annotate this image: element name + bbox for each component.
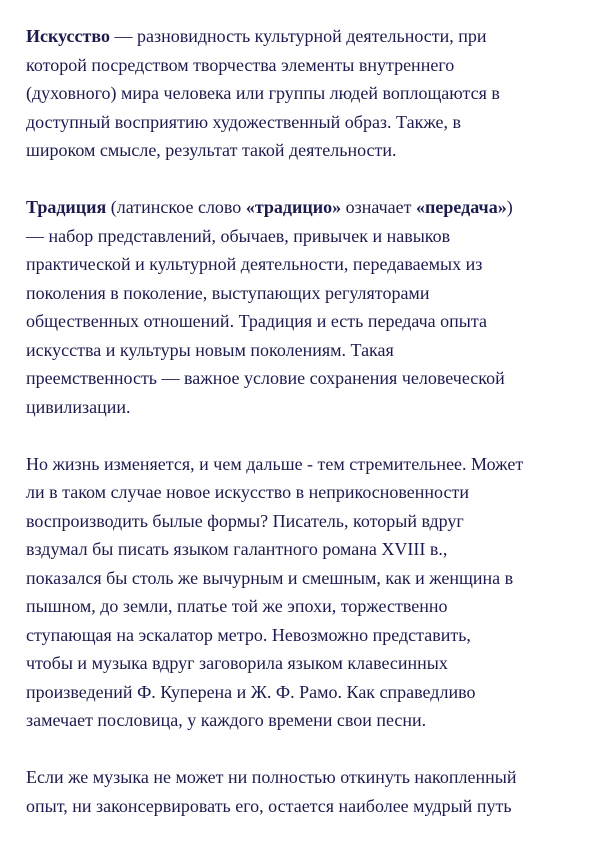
text-run: ли в таком случае новое искусство в неприкосновенности	[26, 482, 469, 502]
text-run: чтобы и музыка вдруг заговорила языком клавесинных	[26, 653, 448, 673]
text-line	[26, 763, 574, 792]
paragraph	[26, 193, 574, 421]
text-run: ступающая на эскалатор метро. Невозможно представить,	[26, 624, 471, 645]
text-run: преемственность — важное условие сохранения человеческой	[26, 368, 505, 388]
text-run: поколения в поколение, выступающих регуляторами	[26, 282, 430, 303]
text-run: Если же музыка не может ни полностью откинуть накопленный	[26, 767, 517, 787]
text-line	[26, 450, 574, 479]
text-line	[26, 535, 574, 564]
text-line	[26, 22, 574, 51]
text-run: — набор представлений, обычаев, привычек и навыков	[26, 225, 451, 246]
document-page	[26, 22, 574, 820]
text-line	[26, 478, 574, 507]
text-run: показался бы столь же вычурным и смешным, как и женщина в	[26, 567, 514, 588]
text-line	[26, 279, 574, 308]
paragraph-gap	[26, 421, 574, 450]
text-run: (духовного) мира человека или группы людей воплощаются в	[26, 83, 500, 103]
text-run: — разновидность культурной деятельности, при	[109, 26, 487, 46]
text-line	[26, 792, 574, 821]
text-line	[26, 193, 574, 222]
text-line	[26, 79, 574, 108]
text-run: вздумал бы писать языком галантного романа XVIII в.,	[26, 539, 448, 559]
text-line	[26, 136, 574, 165]
paragraph	[26, 22, 574, 165]
text-line	[26, 678, 574, 707]
text-line	[26, 706, 574, 735]
text-run: воспроизводить былые формы? Писатель, который вдруг	[26, 510, 464, 531]
text-line	[26, 364, 574, 393]
text-line	[26, 507, 574, 536]
text-run: практической и культурной деятельности, передаваемых из	[26, 254, 483, 274]
text-run: произведений Ф. Куперена и Ж. Ф. Рамо. Как справедливо	[26, 681, 476, 702]
text-run: )	[506, 197, 513, 217]
bold-term: «традицио»	[245, 197, 342, 217]
text-run: общественных отношений. Традиция и есть передача опыта	[26, 311, 487, 331]
text-line	[26, 621, 574, 650]
text-line	[26, 592, 574, 621]
bold-term: Традиция	[26, 197, 107, 217]
text-run: замечает пословица, у каждого времени свои песни.	[26, 710, 427, 730]
text-line	[26, 250, 574, 279]
text-run: означает	[341, 197, 417, 217]
text-line	[26, 649, 574, 678]
paragraph	[26, 763, 574, 820]
text-line	[26, 222, 574, 251]
paragraph	[26, 450, 574, 735]
text-line	[26, 51, 574, 80]
text-run: пышном, до земли, платье той же эпохи, торжественно	[26, 596, 448, 616]
paragraph-gap	[26, 735, 574, 764]
bold-term: Искусство	[26, 26, 110, 46]
bold-term: «передача»	[416, 197, 507, 217]
text-run: искусства и культуры новым поколениям. Такая	[26, 339, 394, 360]
text-line	[26, 108, 574, 137]
text-line	[26, 564, 574, 593]
text-run: широком смысле, результат такой деятельности.	[26, 140, 397, 160]
paragraph-gap	[26, 165, 574, 194]
text-run: опыт, ни законсервировать его, остается наиболее мудрый путь	[26, 795, 512, 816]
text-run: (латинское слово	[106, 197, 246, 217]
text-line	[26, 393, 574, 422]
text-run: доступный восприятию художественный образ. Также, в	[26, 111, 462, 132]
text-run: которой посредством творчества элементы внутреннего	[26, 54, 455, 75]
text-line	[26, 336, 574, 365]
text-line	[26, 307, 574, 336]
text-run: Но жизнь изменяется, и чем дальше - тем стремительнее. Может	[26, 453, 524, 474]
text-run: цивилизации.	[26, 396, 131, 417]
